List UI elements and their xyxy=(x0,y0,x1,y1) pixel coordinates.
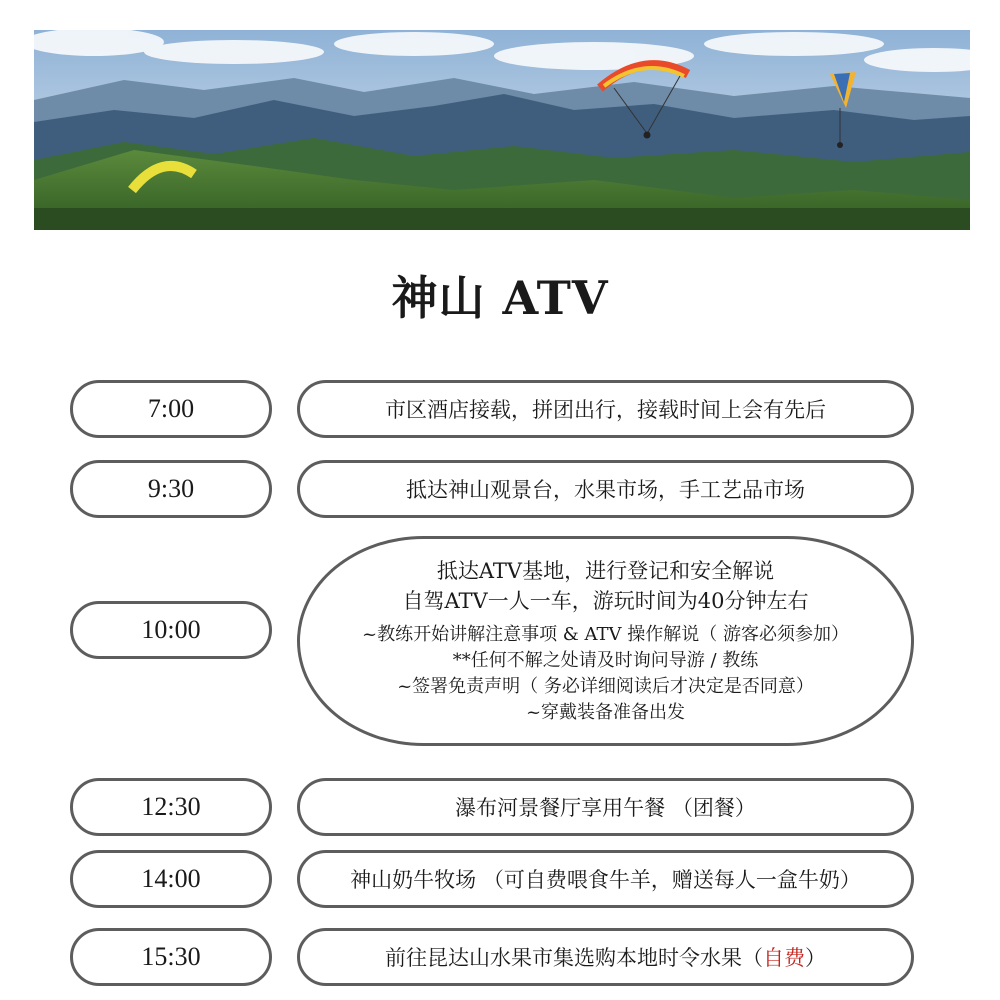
schedule-main-line: 抵达ATV基地，进行登记和安全解说 xyxy=(436,559,775,583)
time-badge: 14:00 xyxy=(70,850,272,908)
schedule-item: 抵达神山观景台，水果市场，手工艺品市场 xyxy=(297,460,914,518)
schedule-text: 前往昆达山水果市集选购本地时令水果（ xyxy=(385,946,763,970)
schedule-note: **任何不解之处请及时询问导游 / 教练 xyxy=(452,650,759,671)
time-badge: 9:30 xyxy=(70,460,272,518)
page-title: 神山 ATV xyxy=(391,271,609,325)
time-badge: 15:30 xyxy=(70,928,272,986)
schedule-note: ~穿戴装备准备出发 xyxy=(525,702,686,723)
schedule-text: ） xyxy=(805,946,826,970)
banner-photo xyxy=(34,30,970,230)
schedule-item: 市区酒店接载，拼团出行，接载时间上会有先后 xyxy=(297,380,914,438)
schedule-note: ~教练开始讲解注意事项 & ATV 操作解说（ 游客必须参加） xyxy=(361,624,849,645)
schedule-item-detailed xyxy=(297,536,914,746)
self-paid-label: 自费 xyxy=(763,946,805,970)
schedule-note: ~签署免责声明（ 务必详细阅读后才决定是否同意） xyxy=(397,676,814,697)
schedule-item xyxy=(297,928,914,986)
time-badge: 12:30 xyxy=(70,778,272,836)
time-badge: 10:00 xyxy=(70,601,272,659)
schedule-main-line: 自驾ATV一人一车，游玩时间为40分钟左右 xyxy=(402,589,809,613)
schedule-item: 瀑布河景餐厅享用午餐 （团餐） xyxy=(297,778,914,836)
schedule-item: 神山奶牛牧场 （可自费喂食牛羊，赠送每人一盒牛奶） xyxy=(297,850,914,908)
time-badge: 7:00 xyxy=(70,380,272,438)
